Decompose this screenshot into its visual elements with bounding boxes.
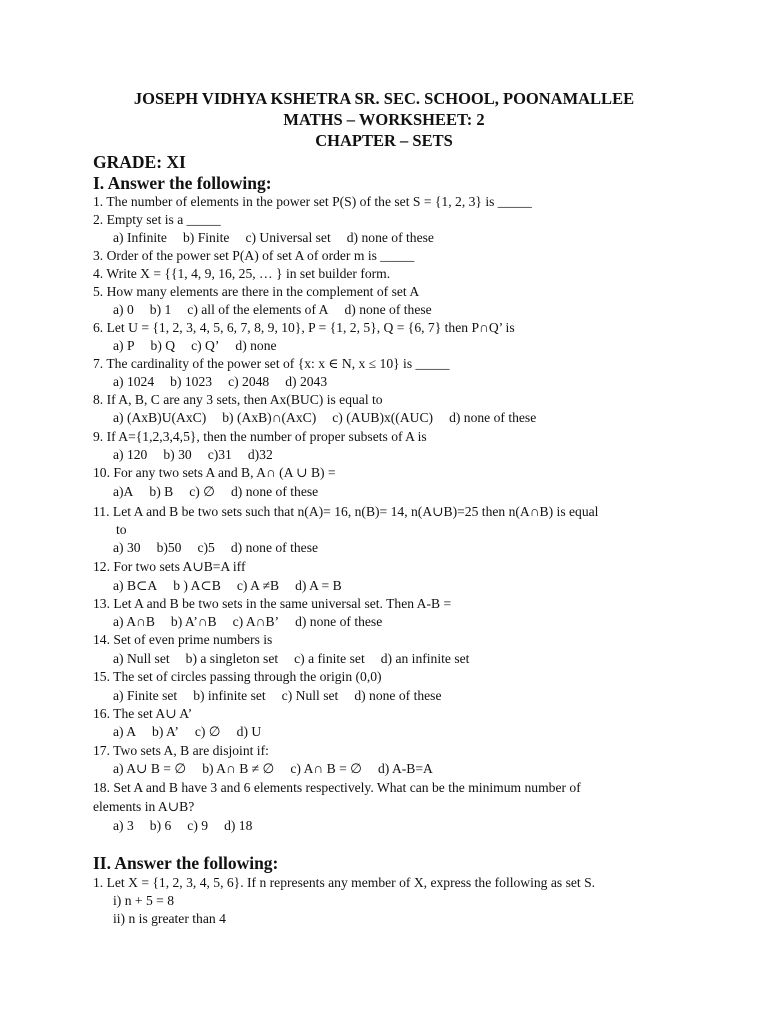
question-1: 1. The number of elements in the power set P(S) of the set S = {1, 2, 3} is _____ [93,194,532,209]
option: a) Null set [113,651,170,666]
option: a) B⊂A [113,578,158,593]
section-2-question-1-part-i: i) n + 5 = 8 [113,893,175,908]
section-2-title: II. Answer the following: [93,853,279,873]
question-14: 14. Set of even prime numbers is [93,632,273,647]
option: b) a singleton set [185,651,279,666]
question-16-options [113,723,261,740]
option: a) 1024 [113,374,155,389]
option: a) 120 [113,447,148,462]
question-7-options [113,373,327,390]
grade-label: GRADE: XI [93,152,186,172]
option: a) A∪ B = ∅ [113,761,187,776]
option: b) B [149,484,174,499]
option: c) 2048 [228,374,270,389]
option: c) (AUB)x((AUC) [332,410,434,425]
option: c) 9 [187,818,209,833]
option: c) A∩B’ [232,614,280,629]
option: b) 6 [149,818,172,833]
section-2-question-1-part-ii: ii) n is greater than 4 [113,911,226,926]
question-11: 11. Let A and B be two sets such that n(A)= 16, n(B)= 14, n(A∪B)=25 then n(A∩B) is equal [93,504,599,519]
section-1-title: I. Answer the following: [93,173,272,193]
option: d) none of these [230,540,319,555]
option: d) none of these [344,302,432,317]
option: c) Universal set [245,230,331,245]
option: c) a finite set [294,651,365,666]
question-9-options [113,446,273,463]
option: a) 3 [113,818,134,833]
option: d) none of these [295,614,383,629]
option: b) 1023 [170,374,213,389]
question-15-options [113,687,442,704]
option: c) A∩ B = ∅ [290,761,362,776]
option: b) Q [150,338,176,353]
option: d) A = B [295,578,342,593]
question-18: 18. Set A and B have 3 and 6 elements respectively. What can be the minimum number of [93,780,581,795]
question-13-options [113,613,382,630]
question-8: 8. If A, B, C are any 3 sets, then Ax(BUC) is equal to [93,392,383,407]
question-11-options [113,539,318,556]
option: d) none of these [346,230,434,245]
option: b) 1 [149,302,172,317]
section-2-question-1: 1. Let X = {1, 2, 3, 4, 5, 6}. If n represents any member of X, express the following as set S. [93,875,596,890]
option: d)32 [247,447,273,462]
option: c)5 [197,540,215,555]
question-10-options [113,483,318,500]
option: c)31 [207,447,232,462]
option: a) (AxB)U(AxC) [113,410,207,425]
option: c) ∅ [189,484,215,499]
option: c) Null set [281,688,339,703]
option: b) infinite set [193,688,266,703]
option: d) 2043 [285,374,328,389]
option: d) none [235,338,277,353]
option: d) A-B=A [377,761,433,776]
option: b) Finite [182,230,230,245]
option: a) 0 [113,302,134,317]
question-12-options [113,577,342,594]
question-5-options [113,301,432,318]
question-3: 3. Order of the power set P(A) of set A of order m is _____ [93,248,415,263]
question-14-options [113,650,469,667]
question-18-options [113,817,252,834]
question-16: 16. The set A∪ A’ [93,706,193,721]
option: a) Finite set [113,688,178,703]
question-17: 17. Two sets A, B are disjoint if: [93,743,269,758]
question-18-continued: elements in A∪B? [93,799,195,814]
option: b) A∩ B ≠ ∅ [202,761,275,776]
option: c) Q’ [191,338,220,353]
option: b ) A⊂B [173,578,221,593]
question-2: 2. Empty set is a _____ [93,212,221,227]
question-6-options [113,337,277,354]
question-4: 4. Write X = {{1, 4, 9, 16, 25, … } in set builder form. [93,266,391,281]
option: d) an infinite set [380,651,470,666]
option: a) P [113,338,135,353]
question-9: 9. If A={1,2,3,4,5}, then the number of proper subsets of A is [93,429,427,444]
question-5: 5. How many elements are there in the complement of set A [93,284,420,299]
option: d) none of these [449,410,537,425]
worksheet-title: MATHS – WORKSHEET: 2 [283,110,485,129]
question-12: 12. For two sets A∪B=A iff [93,559,246,574]
chapter-title: CHAPTER – SETS [315,131,453,150]
question-10: 10. For any two sets A and B, A∩ (A ∪ B) = [93,465,336,480]
option: b) (AxB)∩(AxC) [222,410,317,425]
option: a) A [113,724,137,739]
question-11-continued: to [116,522,127,537]
option: a) 30 [113,540,141,555]
question-7: 7. The cardinality of the power set of {x: x ∈ N, x ≤ 10} is _____ [93,356,450,371]
option: b) 30 [163,447,192,462]
option: c) ∅ [194,724,221,739]
option: d) none of these [231,484,319,499]
question-2-options [113,229,434,246]
option: a) Infinite [113,230,167,245]
question-15: 15. The set of circles passing through the origin (0,0) [93,669,382,684]
question-17-options [113,760,433,777]
option: d) none of these [354,688,442,703]
option: a) A∩B [113,614,155,629]
option: a)A [113,484,134,499]
option: b) A’∩B [170,614,217,629]
option: c) A ≠B [236,578,280,593]
option: d) U [236,724,262,739]
option: d) 18 [224,818,253,833]
question-13: 13. Let A and B be two sets in the same universal set. Then A-B = [93,596,452,611]
school-name: JOSEPH VIDHYA KSHETRA SR. SEC. SCHOOL, POONAMALLEE [133,89,635,108]
question-6: 6. Let U = {1, 2, 3, 4, 5, 6, 7, 8, 9, 10}, P = {1, 2, 5}, Q = {6, 7} then P∩Q’ is [93,320,515,335]
option: b) A’ [152,724,179,739]
option: c) all of the elements of A [187,302,329,317]
option: b)50 [156,540,182,555]
question-8-options [113,409,536,426]
